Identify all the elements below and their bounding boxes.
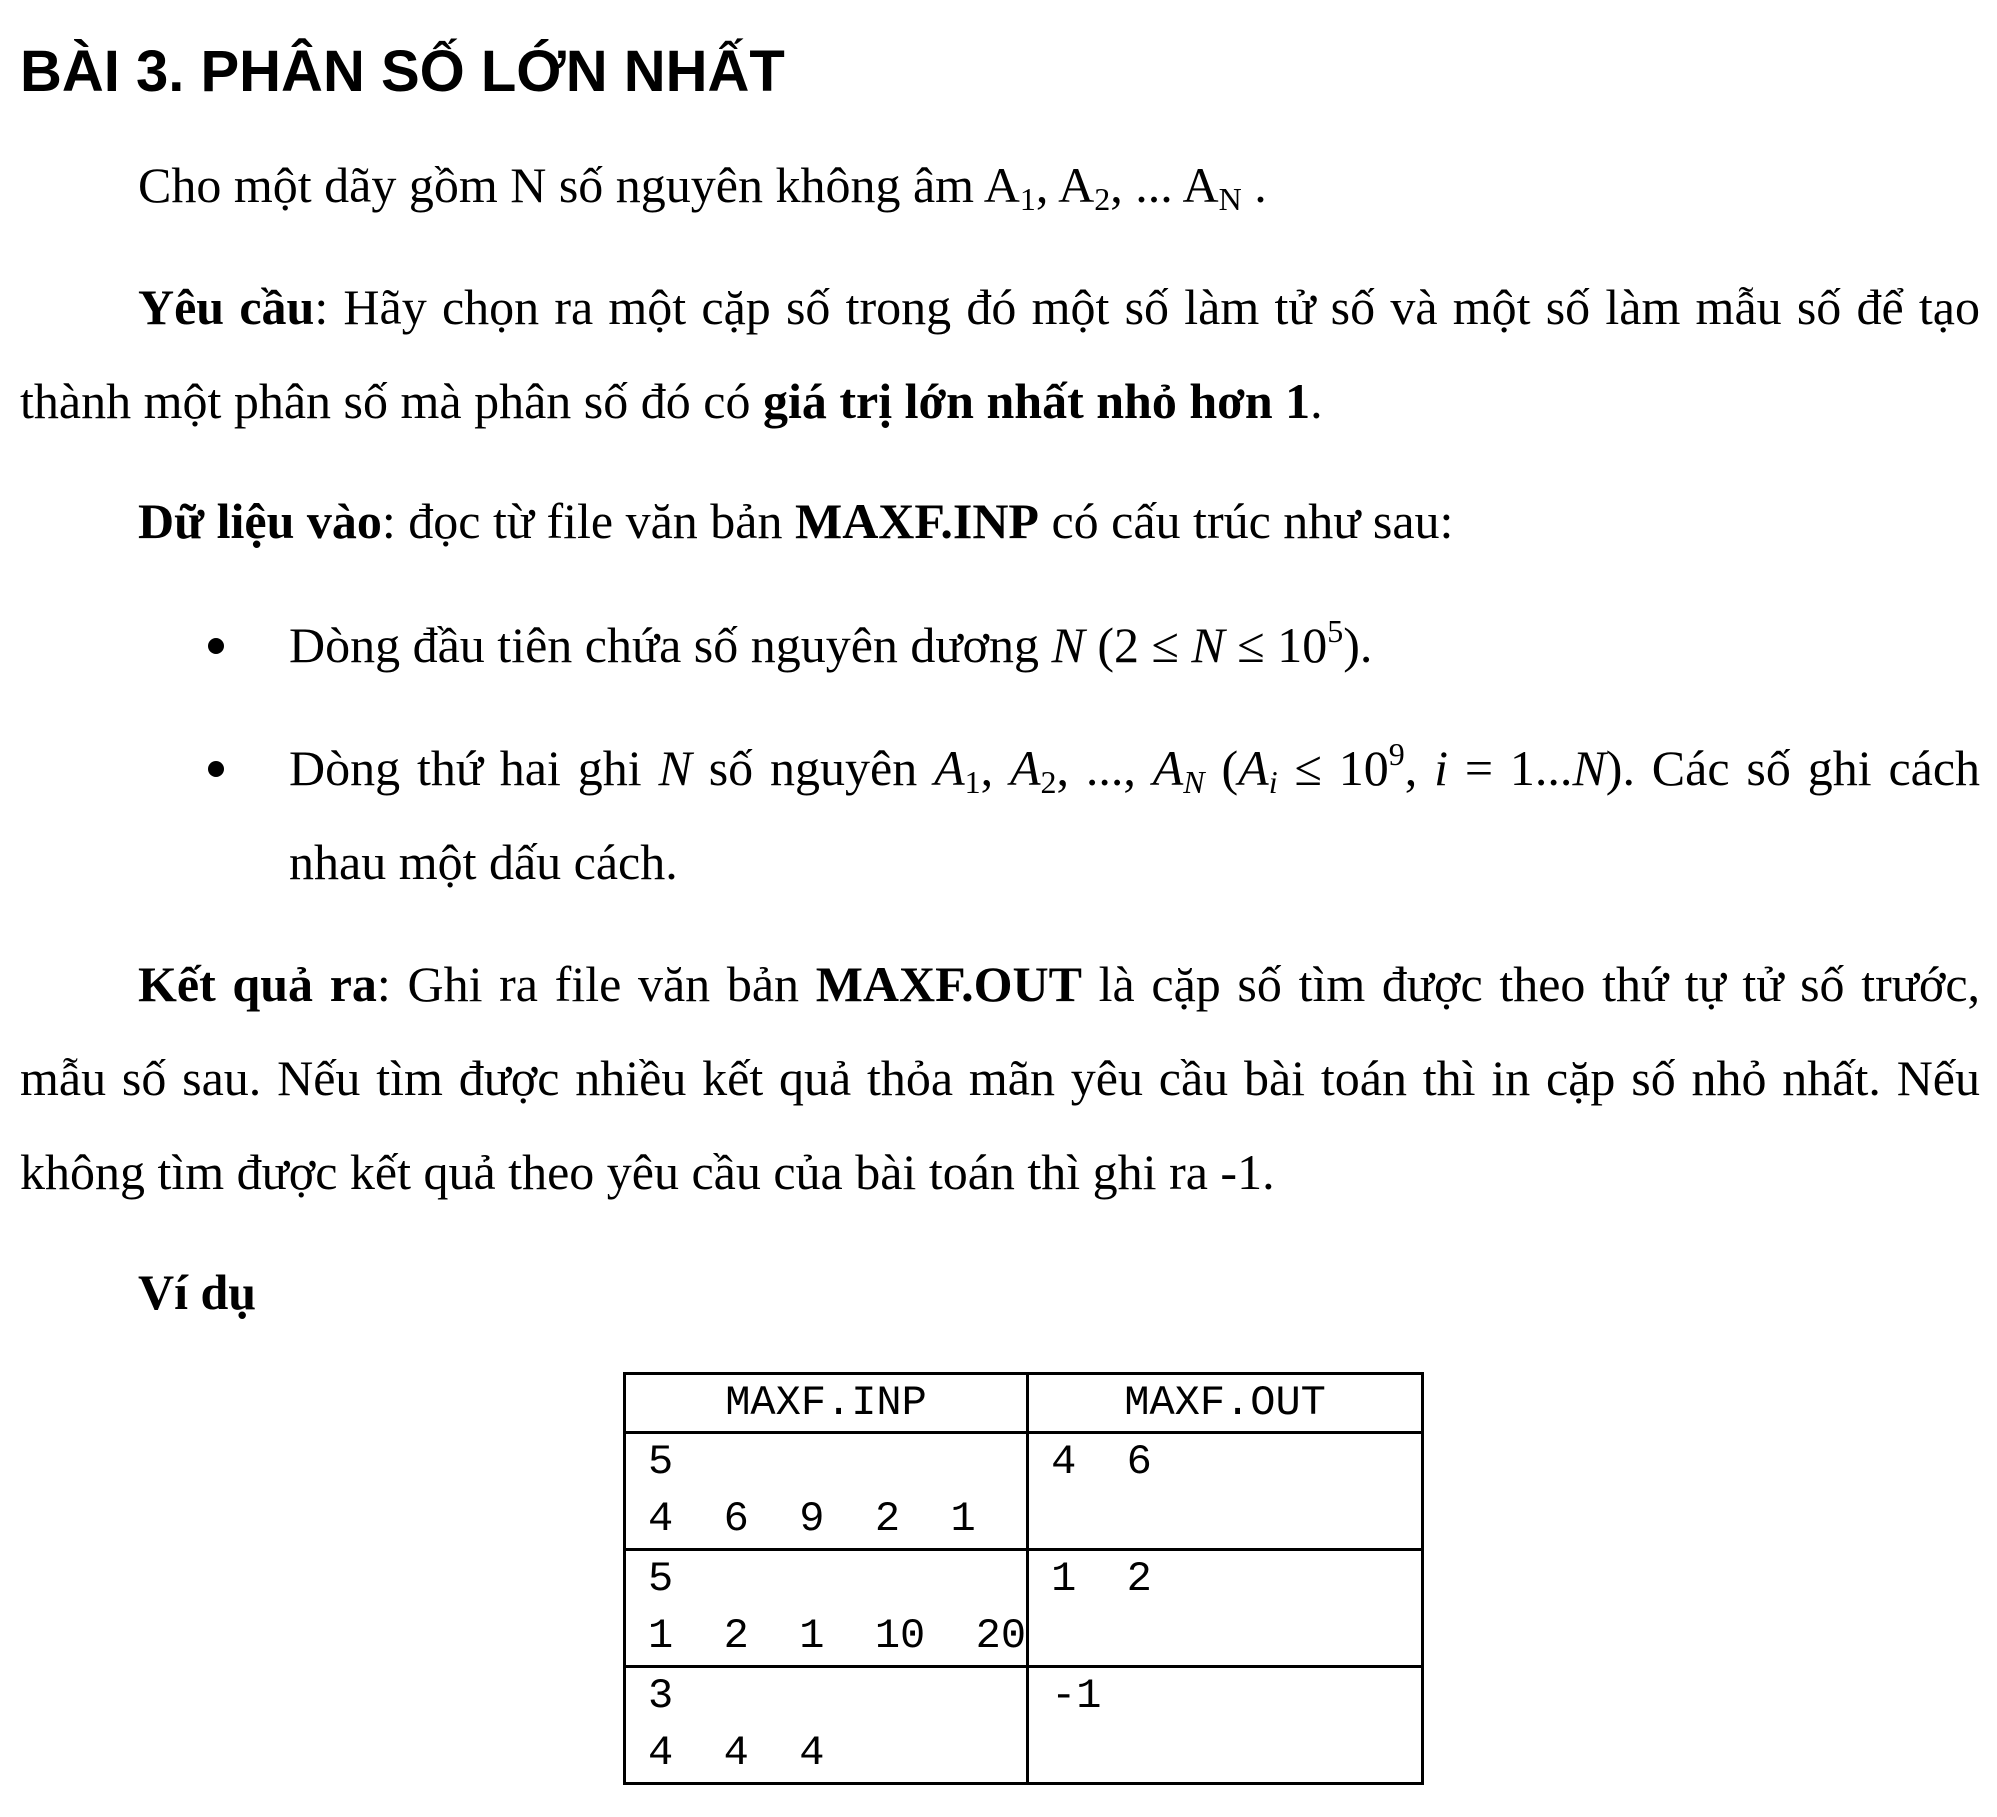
table-row xyxy=(625,1550,1423,1667)
table-header-output: MAXF.OUT xyxy=(1028,1374,1423,1433)
problem-title: BÀI 3. PHÂN SỐ LỚN NHẤT xyxy=(20,39,785,104)
bullet-item-1: Dòng đầu tiên chứa số nguyên dương N $(2 \le N \le 10^5)$. xyxy=(289,613,1373,673)
bullet-dot xyxy=(208,638,224,654)
output-filename: MAXF.OUT xyxy=(815,956,1082,1012)
example-heading: Ví dụ xyxy=(138,1264,257,1320)
bullet-dot xyxy=(208,761,224,777)
input-filename: MAXF.INP xyxy=(795,493,1039,549)
output-cell: 1 2 xyxy=(1028,1550,1423,1667)
input-label: Dữ liệu vào xyxy=(138,493,382,549)
input-cell: 5 4 6 9 2 1 xyxy=(625,1433,1028,1550)
output-paragraph: Kết quả ra: Ghi ra file văn bản MAXF.OUT là cặp số tìm được theo thứ tự tử số trước, mẫu số sau. Nếu tìm được nhiều kết quả thỏa mãn yêu cầu bài toán thì in cặp số nhỏ nhất. Nếu không tìm được kết quả theo yêu cầu của bài toán thì ghi ra -1. xyxy=(20,956,1981,1200)
output-cell: -1 xyxy=(1028,1667,1423,1784)
input-paragraph: Dữ liệu vào: đọc từ file văn bản MAXF.INP có cấu trúc như sau: xyxy=(138,493,1454,549)
table-header-row xyxy=(625,1374,1423,1433)
output-label: Kết quả ra xyxy=(138,956,377,1012)
output-cell: 4 6 xyxy=(1028,1433,1423,1550)
table-row xyxy=(625,1667,1423,1784)
table-row xyxy=(625,1433,1423,1550)
requirement-label: Yêu cầu xyxy=(138,279,315,335)
requirement-emphasis: giá trị lớn nhất nhỏ hơn 1 xyxy=(762,373,1311,429)
example-table xyxy=(623,1372,1424,1785)
input-cell: 3 4 4 4 xyxy=(625,1667,1028,1784)
requirement-paragraph: Yêu cầu: Hãy chọn ra một cặp số trong đó một số làm tử số và một số làm mẫu số để tạo thành một phân số mà phân số đó có giá trị lớn nhất nhỏ hơn 1. xyxy=(20,279,1981,429)
input-cell: 5 1 2 1 10 20 xyxy=(625,1550,1028,1667)
table-header-input: MAXF.INP xyxy=(625,1374,1028,1433)
intro-paragraph: Cho một dãy gồm N số nguyên không âm $A_1$, $A_2$, ... $A_N$ . xyxy=(138,157,1267,217)
bullet-item-2: Dòng thứ hai ghi N số nguyên $A_1$, $A_2$, ..., $A_N$ ($A_i \le 10^9$, i = 1...N). Các số ghi cách nhau một dấu cách. xyxy=(289,736,1981,890)
